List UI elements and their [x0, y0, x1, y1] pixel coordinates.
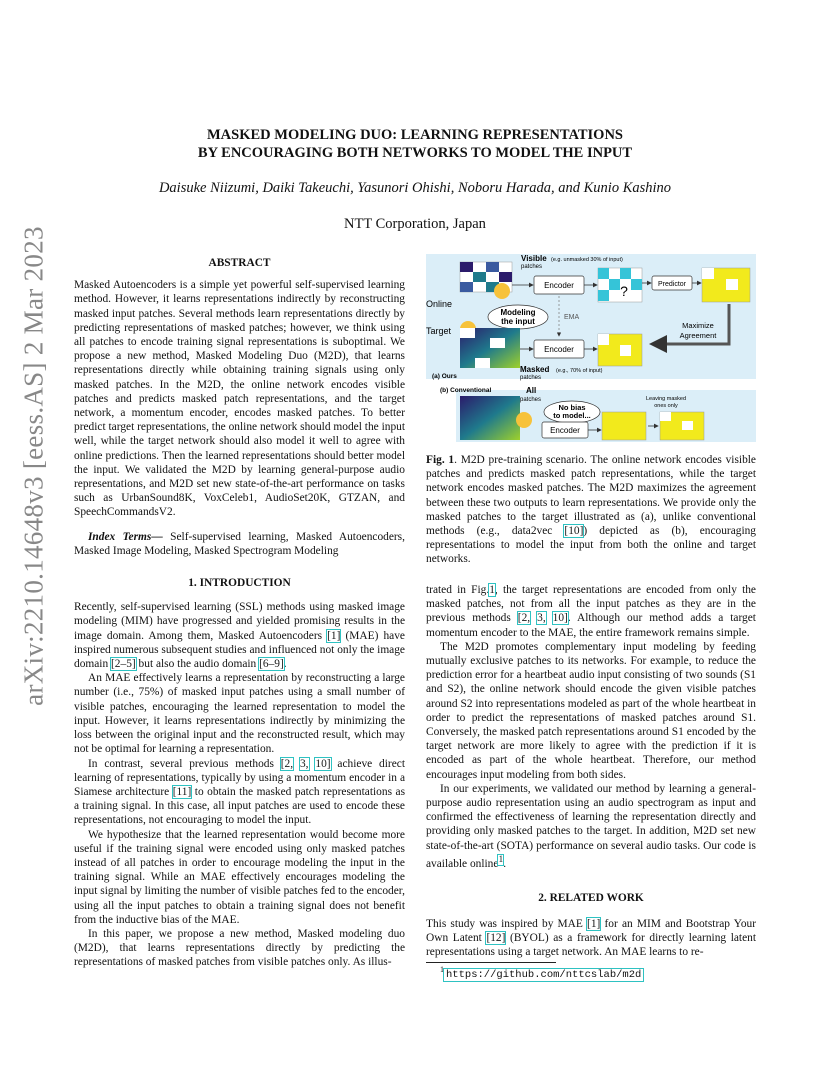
github-url-link[interactable]: https://github.com/nttcslab/m2d [446, 968, 642, 981]
section-2-heading: 2. RELATED WORK [538, 891, 644, 904]
right-column [426, 583, 756, 960]
svg-text:patches: patches [520, 375, 542, 381]
conventional-full-representation [602, 412, 646, 440]
footnote-link[interactable]: 1 [498, 854, 504, 865]
caption-label: Fig. 1 [426, 454, 455, 466]
intro-paragraph-6: trated in Fig.1, the target representations are encoded from only the masked patches, not from all the input patches as they are in the previous methods [2, 3, 10]. Although our method adds a target momentum encoder to the MAE, the entire framework remains simple. [426, 584, 756, 639]
all-patches-spectrogram [460, 396, 520, 440]
section-1-heading: 1. INTRODUCTION [188, 577, 291, 590]
citation-link[interactable]: 10] [315, 757, 331, 770]
citation-link[interactable]: 3, [299, 757, 309, 770]
intro-paragraph-7: The M2D promotes complementary input modeling by feeding mutually exclusive patches to its networks. For example, to reduce the prediction error for a heartbeat audio input consisting of two sounds (S1 and S2), the online network should encode the given visible patches around S2 into representations modeled as part of the whole heartbeat in order to predict the representations of masked patches around S1. Conversely, the masked patch representations around S1 encoded by the target network are more likely to agree with the prediction if it is encoded as part of the whole heartbeat. Therefore, our method encourages input modeling from both sides. [426, 640, 756, 781]
svg-text:EMA: EMA [564, 314, 580, 321]
citation-link[interactable]: [6–9] [259, 658, 284, 671]
index-terms [74, 530, 405, 558]
figure-1-diagram [426, 254, 756, 444]
intro-paragraph-3: In contrast, several previous methods [2, 3, 10] achieve direct learning of representations, typically by using a momentum encoder in a Siamese architecture [11] to obtain the masked patch representations as a training signal. In this case, all input patches are used to encode these representations, not encouraging to model the input. [74, 757, 405, 827]
svg-text:Maximize: Maximize [682, 321, 714, 330]
citation-link[interactable]: 10] [552, 612, 568, 625]
authors: Daisuke Niizumi, Daiki Takeuchi, Yasunori Ohishi, Noboru Harada, and Kunio Kashino [158, 180, 672, 196]
svg-text:Masked: Masked [520, 365, 550, 374]
svg-text:No bias: No bias [558, 403, 586, 412]
svg-text:Encoder: Encoder [544, 281, 574, 290]
svg-text:(e.g., 70% of input): (e.g., 70% of input) [556, 368, 603, 374]
svg-text:Agreement: Agreement [679, 331, 717, 340]
svg-text:Encoder: Encoder [544, 345, 574, 354]
svg-text:to model...: to model... [553, 411, 591, 420]
svg-text:All: All [526, 386, 537, 395]
citation-link[interactable]: 3, [537, 612, 546, 625]
citation-link[interactable]: [1] [587, 918, 601, 931]
abstract-text: Masked Autoencoders is a simple yet powerful self-supervised learning method. However, it learns representations indirectly by reconstructing masked input patches. Several methods learn representations directly by predicting representations of masked patches; however, we think using all patches to encode training signal representations is suboptimal. We propose a new method, Masked Modeling Duo (M2D), that learns representations directly while obtaining training signals using only masked patches. In the M2D, the online network encodes visible patches and predicts masked patch representations, and the target network, a momentum encoder, encodes masked patches. To better predict target representations, the online network should model the input well, while the target network should also model it well to agree with online predictions. Then the learned representations should better model the input. We validated the M2D by learning general-purpose audio representations, and M2D set new state-of-the-art performance on tasks such as UrbanSound8K, VoxCeleb1, AudioSet20K, GTZAN, and SpeechCommandsV2. [74, 279, 405, 519]
target-label: Target [426, 326, 452, 336]
conventional-masked-representation [660, 412, 704, 440]
footnote-mark: 1 [440, 965, 444, 974]
svg-text:Modeling: Modeling [500, 308, 536, 317]
svg-text:(b) Conventional: (b) Conventional [440, 387, 492, 394]
svg-text:the input: the input [501, 317, 535, 326]
citation-link[interactable]: [1] [327, 629, 341, 642]
intro-paragraph-1: Recently, self-supervised learning (SSL) methods using masked image modeling (MIM) have progressed and yielded promising results in the image domain. Among them, Masked Autoencoders [1] (MAE) have inspired numerous subsequent studies and influenced not only the image domain [2–5] but also the audio domain [6–9]. [74, 601, 405, 671]
citation-link[interactable]: [12] [486, 932, 506, 945]
svg-text:patches: patches [521, 264, 543, 270]
svg-text:Predictor: Predictor [657, 281, 687, 288]
index-terms-text: Self-supervised learning, Masked Autoencoders, Masked Image Modeling, Masked Spectrogram Modeling [74, 530, 405, 557]
intro-paragraph-4: We hypothesize that the learned representation would become more useful if the training signal were encoded using only masked patches instead of all patches in order to encourage modeling the input in the training signal. While an MAE effectively encourages modeling the input signal by limiting the number of visible patches fed to the encoder, using all the input patches to obtain a training signal does not benefit from the inductive bias of the MAE. [74, 828, 405, 926]
citation-link[interactable]: [2, [517, 612, 531, 625]
svg-text:patches: patches [520, 397, 542, 403]
intro-paragraph-2: An MAE effectively learns a representation by reconstructing a large number (i.e., 75%) of masked input patches using a small number of visible patches, encouraging the learned representation to model the input. However, it learns representations indirectly by minimizing the loss between the original input and the reconstructed result, which may not be optimal for learning a representation. [74, 672, 405, 756]
citation-link[interactable]: [11] [172, 785, 192, 798]
citation-link[interactable]: [2, [280, 757, 294, 770]
index-terms-label: Index Terms— [88, 530, 163, 543]
arxiv-stamp: arXiv:2210.14648v3 [eess.AS] 2 Mar 2023 [18, 226, 49, 706]
target-representation-grid [598, 334, 642, 366]
figure-1-caption: Fig. 1. M2D pre-training scenario. The online network encodes visible patches and predicts masked patch representations, while the target network encodes masked patches. The M2D maximizes the agreement between these two outputs to learn representations. We provide only the masked patches to the target illustrated as (a), unlike conventional methods (e.g., data2vec [10]) depicted as (b), encouraging representations to model the input from both the online and target networks. [426, 454, 757, 566]
intro-paragraph-5: In this paper, we propose a new method, Masked modeling duo (M2D), that learns representations directly by predicting the representations of masked patches from visible patches only. As illus- [74, 927, 405, 969]
left-column [74, 256, 405, 970]
masked-patches-spectrogram [460, 328, 520, 368]
citation-link[interactable]: [2–5] [111, 658, 136, 671]
online-label: Online [426, 299, 453, 309]
figure-link[interactable]: 1 [489, 584, 495, 596]
predicted-representation-grid [702, 268, 750, 302]
svg-text:(e.g. unmasked 30% of input): (e.g. unmasked 30% of input) [551, 257, 623, 263]
svg-text:Encoder: Encoder [550, 426, 580, 435]
abstract-heading: ABSTRACT [208, 257, 271, 269]
svg-text:?: ? [620, 283, 628, 299]
citation-link[interactable]: [10] [564, 525, 584, 538]
paper-title [90, 126, 740, 162]
thinking-face-icon [494, 283, 510, 299]
svg-text:(a) Ours: (a) Ours [432, 373, 457, 380]
affiliation: NTT Corporation, Japan [344, 216, 486, 232]
footnote [440, 965, 643, 981]
sleepy-face-icon [516, 412, 532, 428]
title-line-2: BY ENCOURAGING BOTH NETWORKS TO MODEL THE INPUT [197, 145, 633, 161]
intro-paragraph-8: In our experiments, we validated our method by learning a general-purpose audio representation using an audio spectrogram as input and confirmed the effectiveness of learning the representation directly and providing only masked patches to the target. In addition, M2D set new state-of-the-art (SOTA) performance on several audio tasks. Our code is available online$^1$. [426, 782, 756, 870]
svg-text:Leaving masked: Leaving masked [645, 396, 687, 402]
footnote-rule [426, 962, 556, 963]
related-work-paragraph: This study was inspired by MAE [1] for an MIM and Bootstrap Your Own Latent [12] (BYOL) as a framework for directly learning latent representations using a target network. An MAE learns to re- [426, 918, 756, 959]
svg-text:Visible: Visible [521, 254, 547, 263]
svg-text:ones only: ones only [654, 403, 678, 409]
title-line-1: MASKED MODELING DUO: LEARNING REPRESENTATIONS [207, 127, 623, 143]
